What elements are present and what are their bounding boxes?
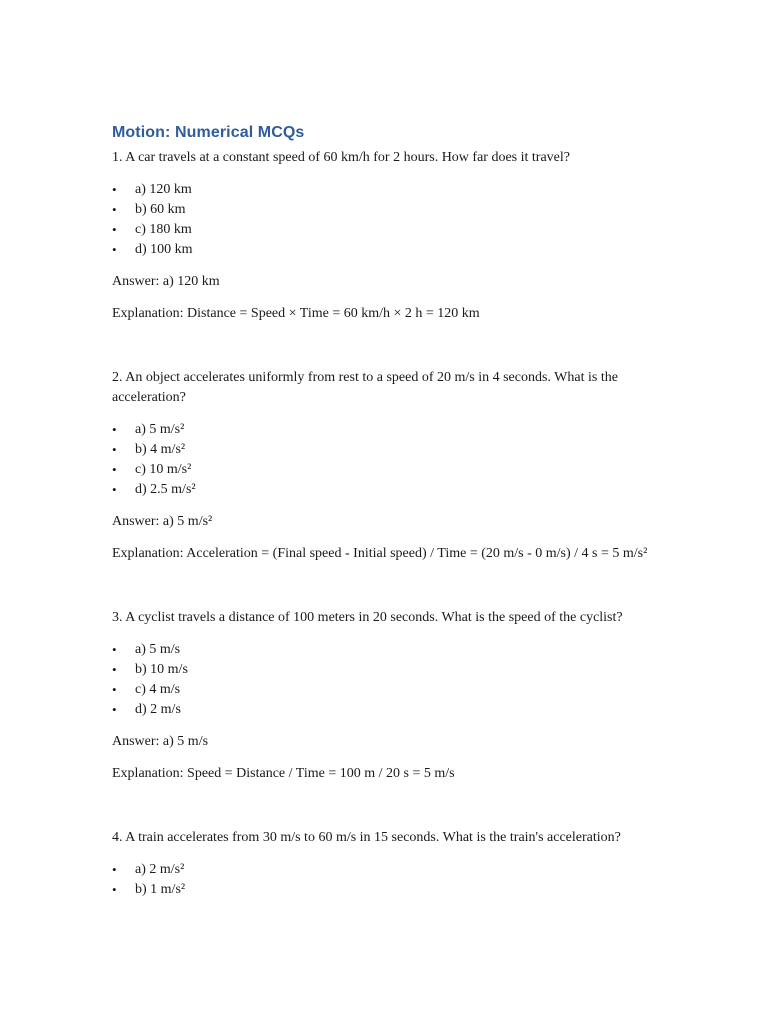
option-label: d) 2.5 m/s² — [135, 482, 196, 497]
option-label: a) 5 m/s — [135, 642, 181, 657]
question-3 — [112, 608, 672, 784]
document-page — [112, 124, 672, 912]
option-item — [112, 680, 672, 700]
option-item — [112, 240, 672, 260]
bullet-icon: • — [112, 442, 117, 457]
option-item — [112, 200, 672, 220]
question-4 — [112, 828, 672, 900]
bullet-icon: • — [112, 862, 117, 877]
options-list — [112, 640, 672, 720]
option-item — [112, 460, 672, 480]
bullet-icon: • — [112, 422, 117, 437]
options-list — [112, 420, 672, 500]
option-item — [112, 480, 672, 500]
option-label: d) 2 m/s — [135, 702, 181, 717]
answer-text: Answer: a) 5 m/s — [112, 734, 209, 749]
question-text: 2. An object accelerates uniformly from rest to a speed of 20 m/s in 4 seconds. What is the acceleration? — [112, 370, 618, 405]
bullet-icon: • — [112, 882, 117, 897]
bullet-icon: • — [112, 682, 117, 697]
option-label: c) 180 km — [135, 222, 192, 237]
option-item — [112, 220, 672, 240]
bullet-icon: • — [112, 482, 117, 497]
option-label: a) 5 m/s² — [135, 422, 185, 437]
answer-text: Answer: a) 120 km — [112, 274, 220, 289]
option-item — [112, 180, 672, 200]
option-label: b) 10 m/s — [135, 662, 188, 677]
option-item — [112, 880, 672, 900]
option-label: c) 10 m/s² — [135, 462, 192, 477]
option-item — [112, 440, 672, 460]
option-label: b) 60 km — [135, 202, 186, 217]
option-label: a) 2 m/s² — [135, 862, 185, 877]
page-title: Motion: Numerical MCQs — [112, 124, 305, 141]
explanation-text: Explanation: Acceleration = (Final speed - Initial speed) / Time = (20 m/s - 0 m/s) / 4 s = 5 m/s² — [112, 546, 648, 561]
option-label: b) 1 m/s² — [135, 882, 186, 897]
options-list — [112, 180, 672, 260]
option-label: c) 4 m/s — [135, 682, 181, 697]
bullet-icon: • — [112, 702, 117, 717]
question-1 — [112, 148, 672, 324]
options-list — [112, 860, 672, 900]
option-label: b) 4 m/s² — [135, 442, 186, 457]
answer-text: Answer: a) 5 m/s² — [112, 514, 213, 529]
bullet-icon: • — [112, 202, 117, 217]
option-label: d) 100 km — [135, 242, 193, 257]
question-text: 1. A car travels at a constant speed of 60 km/h for 2 hours. How far does it travel? — [112, 150, 570, 165]
option-item — [112, 860, 672, 880]
bullet-icon: • — [112, 242, 117, 257]
option-label: a) 120 km — [135, 182, 192, 197]
explanation-text: Explanation: Distance = Speed × Time = 60 km/h × 2 h = 120 km — [112, 306, 480, 321]
bullet-icon: • — [112, 642, 117, 657]
option-item — [112, 660, 672, 680]
option-item — [112, 700, 672, 720]
bullet-icon: • — [112, 182, 117, 197]
explanation-text: Explanation: Speed = Distance / Time = 100 m / 20 s = 5 m/s — [112, 766, 455, 781]
question-text: 3. A cyclist travels a distance of 100 meters in 20 seconds. What is the speed of the cyclist? — [112, 610, 623, 625]
option-item — [112, 420, 672, 440]
bullet-icon: • — [112, 462, 117, 477]
question-2 — [112, 368, 672, 564]
option-item — [112, 640, 672, 660]
bullet-icon: • — [112, 222, 117, 237]
question-text: 4. A train accelerates from 30 m/s to 60 m/s in 15 seconds. What is the train's acceleration? — [112, 830, 621, 845]
bullet-icon: • — [112, 662, 117, 677]
